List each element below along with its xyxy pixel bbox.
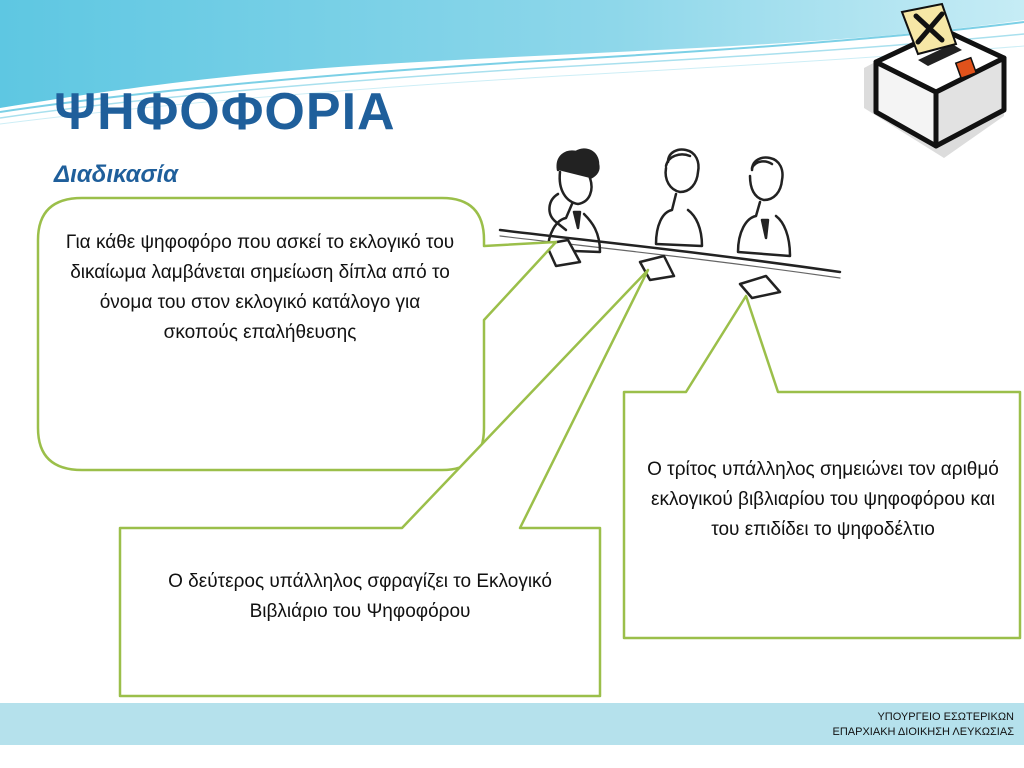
callout-third-text: Ο τρίτος υπάλληλος σημειώνει τον αριθμό εκλογικού βιβλιαρίου του ψηφοφόρου και του επιδίδει το ψηφοδέλτιο (647, 459, 999, 540)
footer-line-ministry: ΥΠΟΥΡΓΕΙΟ ΕΣΩΤΕΡΙΚΩΝ (877, 711, 1014, 723)
footer-line-district: ΕΠΑΡΧΙΑΚΗ ΔΙΟΙΚΗΣΗ ΛΕΥΚΩΣΙΑΣ (832, 726, 1014, 738)
callout-first-text: Για κάθε ψηφοφόρο που ασκεί το εκλογικό του δικαίωμα λαμβάνεται σημείωση δίπλα από το όνομα του στον εκλογικό κατάλογο για σκοπούς επαλήθευσης (65, 232, 455, 343)
page-subtitle: Διαδικασία (54, 161, 179, 188)
callout-second-text: Ο δεύτερος υπάλληλος σφραγίζει το Εκλογικό Βιβλιάριο του Ψηφοφόρου (168, 571, 552, 622)
footer-ministry (833, 710, 1014, 740)
page-title: ΨΗΦΟΦΟΡΙΑ (54, 83, 396, 141)
